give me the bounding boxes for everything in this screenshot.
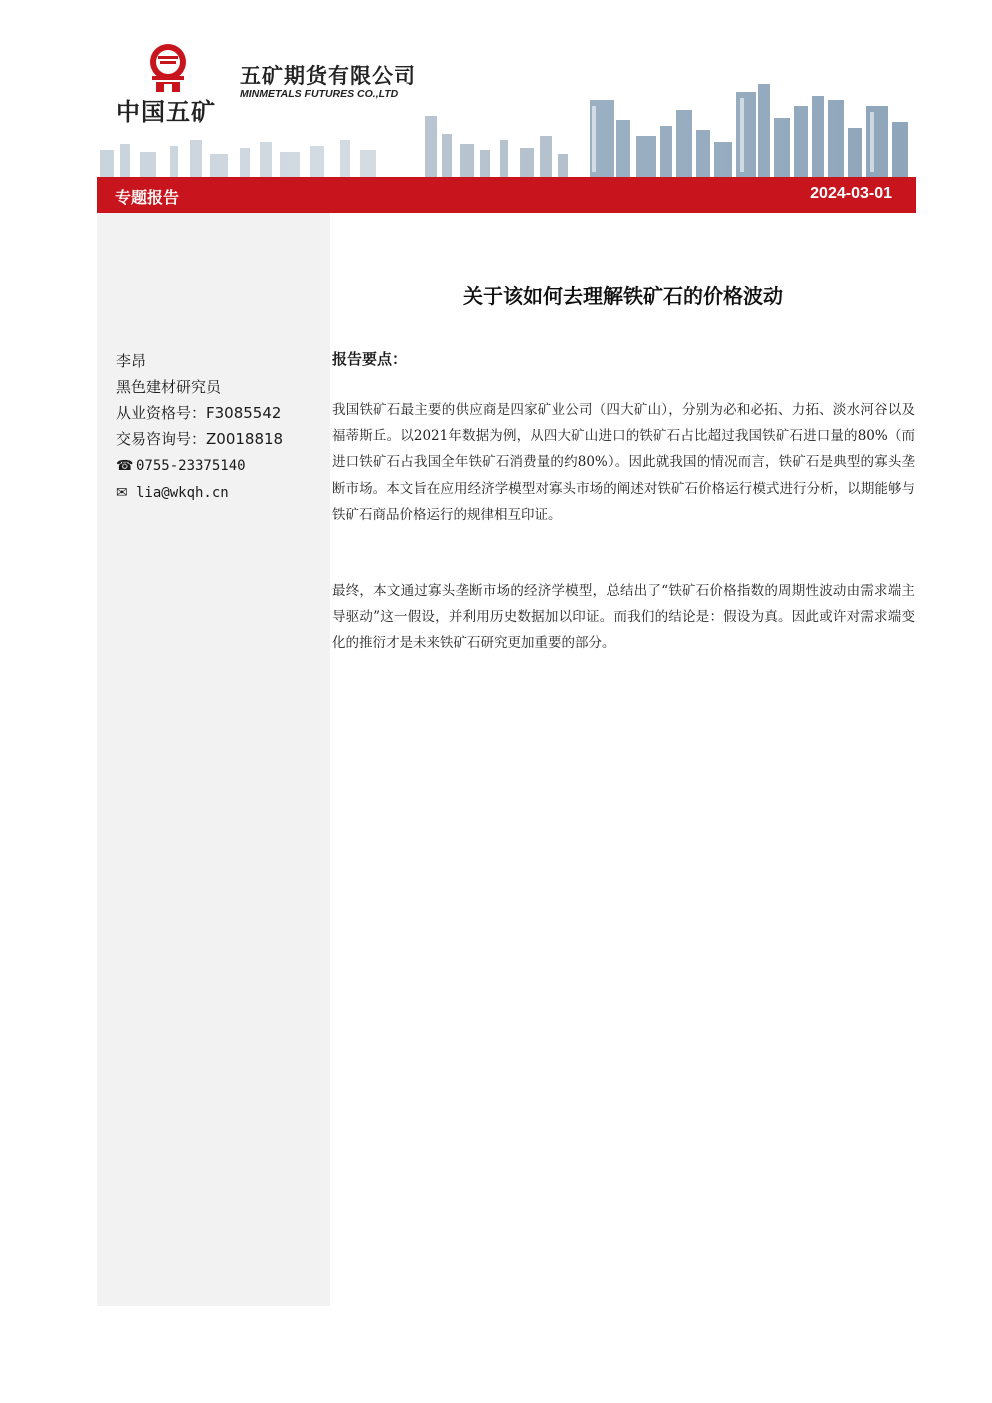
key-points-paragraph: 我国铁矿石最主要的供应商是四家矿业公司（四大矿山），分别为必和必拓、力拓、淡水河谷以及福蒂斯丘。以2021年数据为例，从四大矿山进口的铁矿石占比超过我国铁矿石进口量的80%（而进口铁矿石占我国全年铁矿石消费量的约80%）。因此就我国的情况而言，铁矿石是典型的寡头垄断市场。本文旨在应用经济学模型对寡头市场的阐述对铁矿石价格运行模式进行分析，以期能够与铁矿石商品价格运行的规律相互印证。: [332, 402, 915, 523]
author-consult-number: 交易咨询号：Z0018818: [116, 430, 284, 448]
author-name: 李昂: [116, 352, 147, 370]
company-name-cn: 五矿期货有限公司: [240, 64, 416, 88]
author-email[interactable]: lia@wkqh.cn: [136, 485, 229, 501]
author-email-row: [116, 479, 283, 506]
report-title: 关于该如何去理解铁矿石的价格波动: [463, 284, 783, 308]
report-type-label: 专题报告: [115, 188, 180, 207]
envelope-icon: ✉: [116, 485, 128, 501]
minmetals-emblem-icon: [140, 40, 196, 96]
author-license: 从业资格号：F3085542: [116, 404, 282, 422]
logo-text: 中国五矿: [116, 98, 216, 126]
author-phone: 0755-23375140: [136, 458, 246, 474]
report-type-banner: [97, 177, 916, 213]
author-phone-row: [116, 452, 283, 479]
author-info: [116, 348, 283, 506]
key-points-heading: 报告要点：: [332, 350, 408, 368]
author-role: 黑色建材研究员: [116, 378, 222, 396]
phone-icon: ☎: [116, 458, 134, 474]
report-date: 2024-03-01: [810, 185, 892, 202]
page-header: [0, 0, 992, 175]
company-name-en: MINMETALS FUTURES CO.,LTD: [240, 88, 399, 100]
key-points-paragraph: 最终，本文通过寡头垄断市场的经济学模型，总结出了“铁矿石价格指数的周期性波动由需求端主导驱动”这一假设，并利用历史数据加以印证。而我们的结论是：假设为真。因此或许对需求端变化的推衍才是未来铁矿石研究更加重要的部分。: [332, 583, 915, 652]
